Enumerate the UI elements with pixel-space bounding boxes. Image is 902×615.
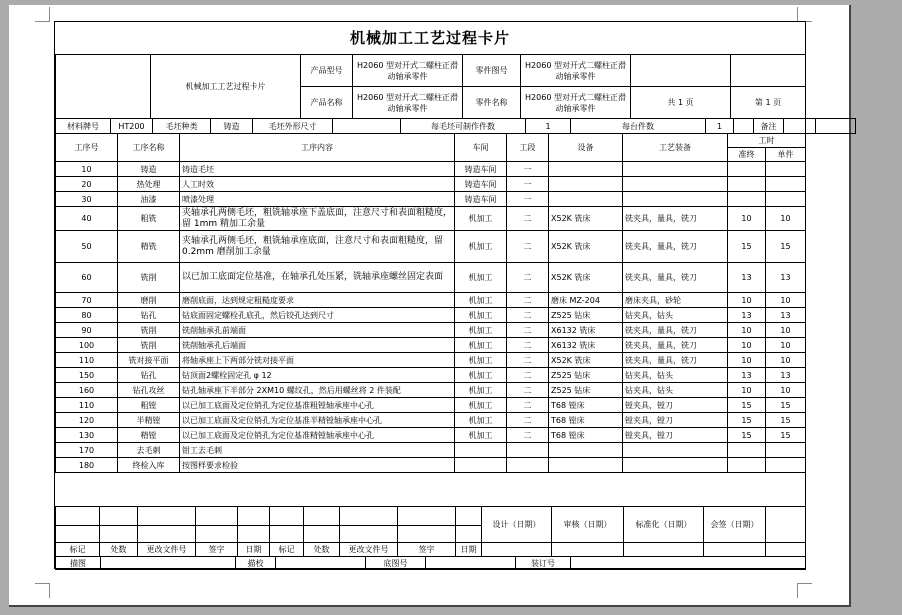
design-date: 设计（日期） (482, 507, 552, 543)
step-workshop: 机加工 (455, 231, 507, 263)
step-workshop (455, 443, 507, 458)
change-label: 日期 (456, 543, 482, 557)
step-time-unit: 10 (766, 383, 806, 398)
signoff-blank (196, 526, 238, 543)
step-section: 二 (507, 398, 549, 413)
process-step-row (56, 383, 806, 398)
step-section: 二 (507, 263, 549, 293)
col-content: 工序内容 (180, 134, 455, 162)
change-label: 处数 (100, 543, 138, 557)
step-no: 70 (56, 293, 118, 308)
process-step-row (56, 162, 806, 177)
step-tooling: 铣夹具，量具，铣刀 (623, 353, 728, 368)
step-time-unit: 13 (766, 368, 806, 383)
card-name: 机械加工工艺过程卡片 (151, 55, 301, 119)
signoff-blank (766, 543, 806, 557)
step-content: 钳工去毛刺 (180, 443, 455, 458)
step-no: 20 (56, 177, 118, 192)
change-label: 签字 (196, 543, 238, 557)
step-tooling: 磨床夹具，砂轮 (623, 293, 728, 308)
step-name: 粗铣 (118, 207, 180, 231)
step-workshop: 铸造车间 (455, 162, 507, 177)
step-no: 180 (56, 458, 118, 473)
step-section: 二 (507, 413, 549, 428)
step-name: 钻孔攻丝 (118, 383, 180, 398)
step-equipment: T68 镗床 (549, 413, 623, 428)
step-equipment: T68 镗床 (549, 398, 623, 413)
step-content: 将轴承座上下两部分铣对接平面 (180, 353, 455, 368)
col-time: 工时 (728, 134, 806, 148)
change-label: 日期 (238, 543, 270, 557)
step-time-unit: 10 (766, 338, 806, 353)
countersign-date: 会签（日期） (704, 507, 766, 543)
step-time-prep: 15 (728, 398, 766, 413)
change-label: 标记 (270, 543, 304, 557)
trace-value (101, 557, 236, 570)
step-name: 热处理 (118, 177, 180, 192)
material-label: 材料牌号 (56, 119, 111, 134)
step-equipment (549, 458, 623, 473)
step-workshop: 铸造车间 (455, 192, 507, 207)
step-section: 二 (507, 293, 549, 308)
change-label: 处数 (304, 543, 340, 557)
part-drawing-label: 零件图号 (463, 55, 521, 87)
per-blank-value: 1 (526, 119, 571, 134)
process-step-row (56, 353, 806, 368)
header-logo-cell (56, 55, 151, 119)
step-name: 钻孔 (118, 308, 180, 323)
step-workshop: 机加工 (455, 383, 507, 398)
step-equipment: X52K 铣床 (549, 207, 623, 231)
step-name: 铣削 (118, 338, 180, 353)
col-tooling: 工艺装备 (623, 134, 728, 162)
step-tooling: 镗夹具，镗刀 (623, 413, 728, 428)
step-time-prep (728, 192, 766, 207)
step-content: 钻顶面2螺栓固定孔 φ 12 (180, 368, 455, 383)
remark-label: 备注 (754, 119, 784, 134)
step-time-unit: 15 (766, 231, 806, 263)
step-section: 二 (507, 353, 549, 368)
product-name-label: 产品名称 (301, 87, 353, 119)
step-no: 120 (56, 413, 118, 428)
signoff-blank (482, 543, 552, 557)
step-content: 磨削底面，达到规定粗糙度要求 (180, 293, 455, 308)
step-name: 铣对接平面 (118, 353, 180, 368)
signoff-blank (340, 507, 398, 526)
step-tooling (623, 177, 728, 192)
materials-blank (734, 119, 754, 134)
step-time-prep: 10 (728, 338, 766, 353)
signoff-blank (270, 526, 304, 543)
step-content: 以已加工底面及定位销孔为定位基准精镗轴承座中心孔 (180, 428, 455, 443)
signoff-blank (704, 543, 766, 557)
step-name: 磨削 (118, 293, 180, 308)
step-equipment: X6132 铣床 (549, 323, 623, 338)
step-no: 80 (56, 308, 118, 323)
step-tooling: 钻夹具，钻头 (623, 383, 728, 398)
step-content: 以已加工底面及定位销孔为定位基准半精镗轴承座中心孔 (180, 413, 455, 428)
col-section: 工段 (507, 134, 549, 162)
step-no: 110 (56, 398, 118, 413)
step-no: 170 (56, 443, 118, 458)
header-table (55, 54, 806, 119)
step-time-prep: 10 (728, 293, 766, 308)
step-tooling: 铣夹具，量具，铣刀 (623, 263, 728, 293)
total-pages: 共 1 页 (631, 87, 731, 119)
step-tooling: 钻夹具，钻头 (623, 308, 728, 323)
step-workshop: 机加工 (455, 207, 507, 231)
step-time-prep: 13 (728, 368, 766, 383)
signoff-end (766, 507, 806, 543)
signoff-blank (304, 526, 340, 543)
signoff-blank (270, 507, 304, 526)
step-time-prep (728, 458, 766, 473)
step-equipment: T68 镗床 (549, 428, 623, 443)
step-equipment: X6132 铣床 (549, 338, 623, 353)
step-time-unit (766, 162, 806, 177)
step-time-prep: 13 (728, 308, 766, 323)
step-content: 人工时效 (180, 177, 455, 192)
process-card-form (54, 21, 806, 569)
step-section: 二 (507, 383, 549, 398)
step-tooling (623, 192, 728, 207)
step-equipment: Z525 钻床 (549, 308, 623, 323)
step-section: 二 (507, 308, 549, 323)
remark-value (784, 119, 816, 134)
step-content: 铸造毛坯 (180, 162, 455, 177)
signoff-blank (456, 507, 482, 526)
step-content: 以已加工底面定位基准，在轴承孔处压紧，铣轴承座螺丝固定表面 (180, 263, 455, 293)
change-label: 更改文件号 (340, 543, 398, 557)
step-time-prep (728, 443, 766, 458)
step-name: 精镗 (118, 428, 180, 443)
step-section: 一 (507, 177, 549, 192)
step-name: 铣削 (118, 263, 180, 293)
step-equipment (549, 443, 623, 458)
step-time-prep: 10 (728, 383, 766, 398)
step-time-prep: 10 (728, 207, 766, 231)
blank-size-label: 毛坯外形尺寸 (253, 119, 333, 134)
step-time-prep: 15 (728, 428, 766, 443)
step-workshop: 机加工 (455, 353, 507, 368)
col-step-name: 工序名称 (118, 134, 180, 162)
step-time-unit: 15 (766, 428, 806, 443)
step-section: 一 (507, 162, 549, 177)
step-time-unit (766, 458, 806, 473)
step-section: 二 (507, 428, 549, 443)
step-name: 终检入库 (118, 458, 180, 473)
step-time-unit: 15 (766, 413, 806, 428)
step-name: 铣削 (118, 323, 180, 338)
step-no: 150 (56, 368, 118, 383)
trace-label: 描图 (56, 557, 101, 570)
step-workshop: 机加工 (455, 398, 507, 413)
review-date: 审核（日期） (552, 507, 624, 543)
base-no-value (426, 557, 516, 570)
crop-mark-tl (35, 7, 50, 22)
step-no: 90 (56, 323, 118, 338)
step-content: 铣削轴承孔前端面 (180, 323, 455, 338)
signoff-blank (56, 507, 100, 526)
step-no: 10 (56, 162, 118, 177)
step-equipment: X52K 铣床 (549, 231, 623, 263)
process-step-row (56, 263, 806, 293)
change-label: 标记 (56, 543, 100, 557)
step-tooling: 铣夹具，量具，铣刀 (623, 207, 728, 231)
process-step-row (56, 323, 806, 338)
step-time-unit: 10 (766, 323, 806, 338)
step-tooling: 铣夹具，量具，铣刀 (623, 231, 728, 263)
step-name: 粗镗 (118, 398, 180, 413)
step-content: 以已加工底面及定位销孔为定位基准粗镗轴承座中心孔 (180, 398, 455, 413)
per-unit-value: 1 (706, 119, 734, 134)
blank-type-label: 毛坯种类 (153, 119, 211, 134)
step-time-unit: 13 (766, 308, 806, 323)
process-step-row (56, 207, 806, 231)
step-time-unit: 15 (766, 398, 806, 413)
process-step-row (56, 368, 806, 383)
card-title: 机械加工工艺过程卡片 (349, 29, 510, 47)
step-time-prep (728, 162, 766, 177)
step-time-unit (766, 443, 806, 458)
step-section: 二 (507, 338, 549, 353)
process-step-row (56, 458, 806, 473)
materials-table (55, 118, 856, 134)
process-step-row (56, 308, 806, 323)
signoff-blank (624, 543, 704, 557)
step-equipment (549, 192, 623, 207)
step-workshop: 机加工 (455, 308, 507, 323)
process-step-row (56, 192, 806, 207)
signoff-blank (138, 526, 196, 543)
step-time-unit (766, 192, 806, 207)
col-equipment: 设备 (549, 134, 623, 162)
step-time-unit (766, 177, 806, 192)
retrace-value (276, 557, 366, 570)
materials-end (816, 119, 856, 134)
step-tooling (623, 162, 728, 177)
step-tooling: 钻夹具，钻头 (623, 368, 728, 383)
blank-size-value (333, 119, 401, 134)
signoff-blank (398, 507, 456, 526)
step-name: 精铣 (118, 231, 180, 263)
step-no: 110 (56, 353, 118, 368)
process-step-row (56, 443, 806, 458)
step-name: 钻孔 (118, 368, 180, 383)
step-no: 40 (56, 207, 118, 231)
step-time-prep: 15 (728, 231, 766, 263)
signoff-blank (340, 526, 398, 543)
crop-mark-bl (35, 583, 50, 598)
header-blank-2 (731, 55, 806, 87)
step-name: 铸造 (118, 162, 180, 177)
step-workshop (455, 458, 507, 473)
step-time-prep: 15 (728, 413, 766, 428)
process-step-row (56, 231, 806, 263)
signoff-table (55, 506, 806, 557)
step-workshop: 机加工 (455, 368, 507, 383)
process-step-row (56, 177, 806, 192)
footer-table (55, 556, 806, 570)
step-section: 二 (507, 207, 549, 231)
part-name-label: 零件名称 (463, 87, 521, 119)
step-content: 喷漆处理 (180, 192, 455, 207)
step-workshop: 机加工 (455, 323, 507, 338)
col-time-unit: 单件 (766, 148, 806, 162)
product-model-value: H2060 型对开式二螺柱正滑动轴承零件 (353, 55, 463, 87)
step-equipment: X52K 铣床 (549, 353, 623, 368)
step-section: 一 (507, 192, 549, 207)
step-equipment: X52K 铣床 (549, 263, 623, 293)
standardization-date: 标准化（日期） (624, 507, 704, 543)
step-equipment: Z525 钻床 (549, 383, 623, 398)
document-page (9, 5, 851, 607)
step-time-prep: 13 (728, 263, 766, 293)
step-equipment (549, 162, 623, 177)
step-tooling (623, 443, 728, 458)
process-step-row (56, 398, 806, 413)
step-section (507, 458, 549, 473)
step-content: 铣削轴承孔后端面 (180, 338, 455, 353)
step-content: 钻孔轴承座下半部分 2XM10 螺纹孔，然后用螺丝将 2 件装配 (180, 383, 455, 398)
step-workshop: 机加工 (455, 428, 507, 443)
signoff-blank (552, 543, 624, 557)
step-no: 30 (56, 192, 118, 207)
process-step-row (56, 338, 806, 353)
per-unit-label: 每台件数 (571, 119, 706, 134)
step-no: 60 (56, 263, 118, 293)
step-name: 去毛刺 (118, 443, 180, 458)
crop-mark-tr (797, 7, 812, 22)
step-no: 160 (56, 383, 118, 398)
step-time-unit: 10 (766, 353, 806, 368)
step-section: 二 (507, 231, 549, 263)
material-value: HT200 (111, 119, 153, 134)
step-no: 130 (56, 428, 118, 443)
step-content: 夹轴承孔两侧毛坯，粗铣轴承座下盖底面，注意尺寸和表面粗糙度，留 1mm 精加工余量 (180, 207, 455, 231)
signoff-blank (398, 526, 456, 543)
crop-mark-br (797, 583, 812, 598)
step-time-prep: 10 (728, 353, 766, 368)
change-label: 签字 (398, 543, 456, 557)
step-workshop: 机加工 (455, 413, 507, 428)
binding-no-label: 装订号 (516, 557, 571, 570)
step-time-unit: 10 (766, 207, 806, 231)
process-step-row (56, 413, 806, 428)
step-time-unit: 13 (766, 263, 806, 293)
signoff-blank (100, 526, 138, 543)
step-section: 二 (507, 323, 549, 338)
step-content: 夹轴承孔两侧毛坯，粗铣轴承座底面，注意尺寸和表面粗糙度，留0.2mm 磨削加工余量 (180, 231, 455, 263)
process-step-row (56, 428, 806, 443)
header-blank-1 (631, 55, 731, 87)
step-no: 100 (56, 338, 118, 353)
step-section (507, 443, 549, 458)
part-name-value: H2060 型对开式二螺柱正滑动轴承零件 (521, 87, 631, 119)
step-workshop: 铸造车间 (455, 177, 507, 192)
process-steps-table (55, 133, 806, 473)
step-equipment: Z525 钻床 (549, 368, 623, 383)
step-workshop: 机加工 (455, 338, 507, 353)
step-equipment (549, 177, 623, 192)
step-name: 半精镗 (118, 413, 180, 428)
step-content: 钻底面固定螺栓孔底孔，然后铰孔达到尺寸 (180, 308, 455, 323)
col-step-no: 工序号 (56, 134, 118, 162)
signoff-blank (238, 507, 270, 526)
step-workshop: 机加工 (455, 293, 507, 308)
signoff-blank (456, 526, 482, 543)
signoff-blank (100, 507, 138, 526)
blank-type-value: 铸造 (211, 119, 253, 134)
step-time-prep (728, 177, 766, 192)
process-step-row (56, 293, 806, 308)
step-tooling (623, 458, 728, 473)
step-time-prep: 10 (728, 323, 766, 338)
signoff-blank (138, 507, 196, 526)
signoff-blank (196, 507, 238, 526)
step-tooling: 铣夹具，量具，铣刀 (623, 338, 728, 353)
part-drawing-value: H2060 型对开式二螺柱正滑动轴承零件 (521, 55, 631, 87)
product-name-value: H2060 型对开式二螺柱正滑动轴承零件 (353, 87, 463, 119)
step-no: 50 (56, 231, 118, 263)
step-tooling: 镗夹具，镗刀 (623, 428, 728, 443)
step-equipment: 磨床 MZ-204 (549, 293, 623, 308)
signoff-blank (56, 526, 100, 543)
step-tooling: 铣夹具，量具，铣刀 (623, 323, 728, 338)
base-no-label: 底图号 (366, 557, 426, 570)
step-section: 二 (507, 368, 549, 383)
retrace-label: 描校 (236, 557, 276, 570)
per-blank-label: 每毛坯可制作件数 (401, 119, 526, 134)
binding-no-value (571, 557, 806, 570)
col-time-prep: 准终 (728, 148, 766, 162)
step-content: 按图样要求检验 (180, 458, 455, 473)
step-tooling: 镗夹具，镗刀 (623, 398, 728, 413)
step-name: 油漆 (118, 192, 180, 207)
product-model-label: 产品型号 (301, 55, 353, 87)
change-label: 更改文件号 (138, 543, 196, 557)
signoff-blank (304, 507, 340, 526)
page-number: 第 1 页 (731, 87, 806, 119)
col-workshop: 车间 (455, 134, 507, 162)
signoff-blank (238, 526, 270, 543)
step-time-unit: 10 (766, 293, 806, 308)
step-workshop: 机加工 (455, 263, 507, 293)
